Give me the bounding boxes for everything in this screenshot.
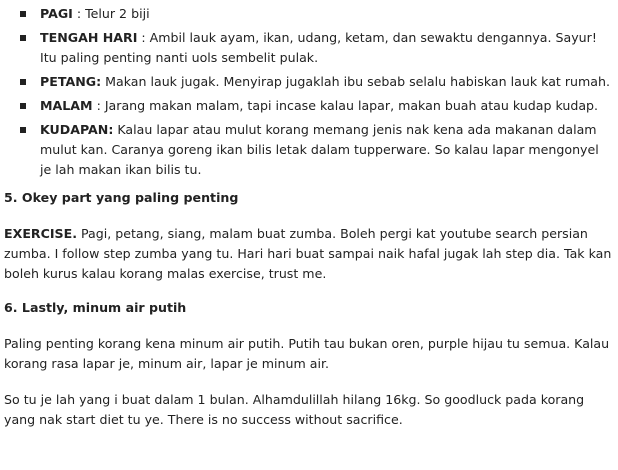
meal-label: KUDAPAN: [40, 122, 114, 137]
section-6-heading: 6. Lastly, minum air putih [4, 300, 187, 315]
exercise-lead: EXERCISE. [4, 226, 77, 241]
meal-separator: : [137, 30, 150, 45]
water-paragraph: Paling penting korang kena minum air putih. Putih tau bukan oren, purple hijau tu semua. Kalau korang rasa lapar je, minum air, lapar je minum air. [4, 336, 610, 371]
list-item-malam [40, 96, 612, 116]
closing-paragraph: So tu je lah yang i buat dalam 1 bulan. Alhamdulillah hilang 16kg. So goodluck pada korang yang nak start diet tu ye. There is no success without sacrifice. [4, 392, 585, 427]
meal-text: Jarang makan malam, tapi incase kalau lapar, makan buah atau kudap kudap. [104, 98, 599, 113]
list-item-pagi [40, 4, 612, 24]
list-item-tengah-hari [40, 28, 612, 68]
meal-text: Ambil lauk ayam, ikan, udang, ketam, dan sewaktu dengannya. Sayur! Itu paling penting nanti uols sembelit pulak. [40, 30, 597, 65]
meal-label: MALAM [40, 98, 93, 113]
meal-label: PETANG: [40, 74, 102, 89]
meal-separator: : [72, 6, 86, 21]
list-item-petang [40, 72, 612, 92]
exercise-paragraph [4, 224, 612, 284]
meal-label: TENGAH HARI [40, 30, 138, 45]
meal-label: PAGI [40, 6, 73, 21]
meal-separator: : [92, 98, 105, 113]
meal-plan-list [4, 4, 612, 180]
list-item-kudapan [40, 120, 612, 180]
meal-text: Kalau lapar atau mulut korang memang jenis nak kena ada makanan dalam mulut kan. Caranya goreng ikan bilis letak dalam tupperware. So kalau lapar mengonyel je lah makan ikan bilis tu. [40, 122, 599, 177]
section-5-heading: 5. Okey part yang paling penting [4, 190, 239, 205]
exercise-text: Pagi, petang, siang, malam buat zumba. Boleh pergi kat youtube search persian zumba. I follow step zumba yang tu. Hari hari buat sampai naik hafal jugak lah step dia. Tak kan boleh kurus kalau korang malas exercise, trust me. [4, 226, 612, 281]
meal-text: Telur 2 biji [85, 6, 150, 21]
meal-text: Makan lauk jugak. Menyirap jugaklah ibu sebab selalu habiskan lauk kat rumah. [105, 74, 610, 89]
